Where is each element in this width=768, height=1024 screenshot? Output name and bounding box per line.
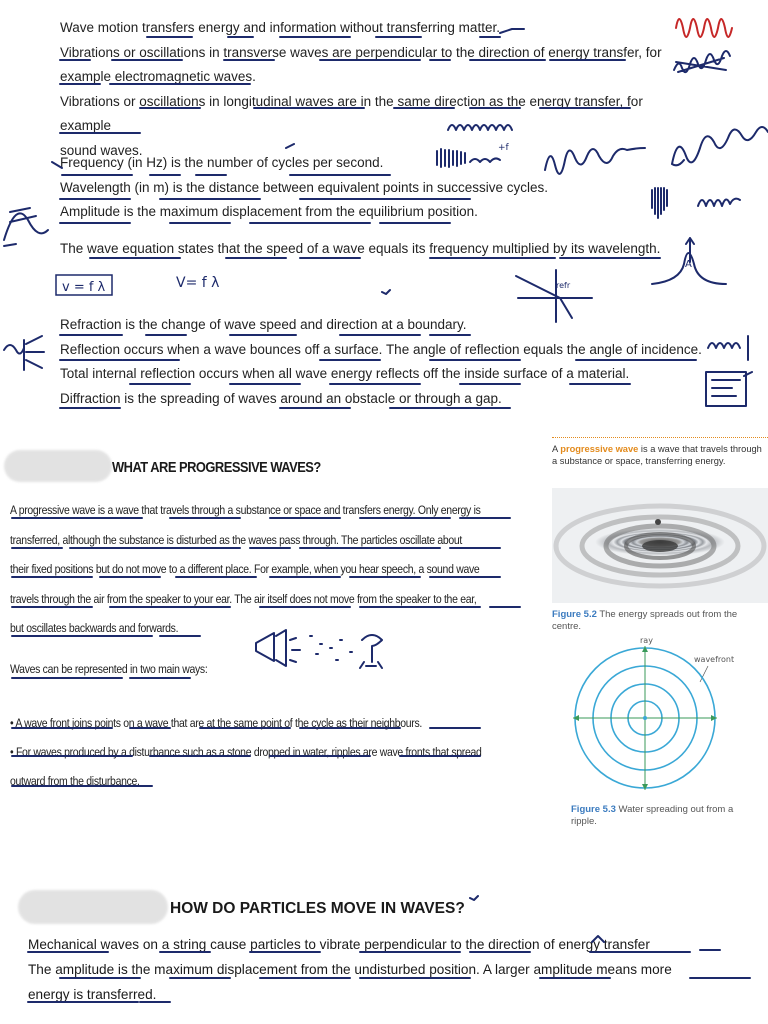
definition-frequency: Frequency (in Hz) is the number of cycles per second. (60, 155, 384, 170)
wavefront-diagram (560, 634, 750, 814)
para-line: travels through the air from the speaker to your ear. The air itself does not move from the speaker to the ear, (10, 591, 477, 606)
refraction-margin-sketch (4, 336, 44, 370)
handwritten-equation: V= f λ (176, 275, 220, 291)
figure-5-2-caption (552, 609, 766, 632)
wave-sketch-loops (672, 127, 768, 165)
ear-sketch (360, 635, 382, 668)
section2-line: Mechanical waves on a string cause particles to vibrate perpendicular to the direction of energy transfer (28, 937, 650, 952)
speaker-sketch (256, 630, 352, 666)
amplitude-margin-sketch (4, 208, 48, 246)
definition-amplitude: Amplitude is the maximum displacement from the equilibrium position. (60, 204, 478, 219)
section1-underlines (12, 518, 520, 786)
handwritten-refr: refr (556, 281, 571, 290)
handwritten-a: A (685, 259, 692, 270)
section2-marks (470, 896, 604, 942)
tick-small (382, 290, 390, 294)
transverse-wave-sketch (674, 51, 730, 72)
def-term: progressive wave (560, 444, 639, 454)
intro-line: Vibrations or oscillations in transverse waves are perpendicular to the direction of energy transfer, for (60, 44, 662, 60)
diagram-wavefront-label: wavefront (694, 655, 735, 664)
behaviour-tir: Total internal reflection occurs when all wave energy reflects off the inside surface of a material. (60, 366, 630, 381)
tick-mark (500, 29, 524, 33)
wave-sketch-right (698, 199, 740, 206)
compressed-wave-sketch (652, 188, 667, 218)
reflection-margin-sketch (708, 336, 748, 360)
fig2-text: The energy spreads out from the centre. (552, 609, 738, 632)
longitudinal-sketch (437, 149, 500, 167)
boxed-equation: v = f λ (62, 280, 106, 295)
represent-line: Waves can be represented in two main ways: (10, 662, 208, 676)
definition-wavelength: Wavelength (in m) is the distance between equivalent points in successive cycles. (60, 179, 548, 195)
section1-annotations (0, 440, 540, 800)
behaviour-diffraction: Diffraction is the spreading of waves around an obstacle or through a gap. (60, 390, 502, 406)
def-rest: is a wave that travels through a substance or space, transferring energy. (552, 444, 762, 466)
red-wave-sketch (676, 19, 732, 37)
sidebar-divider (552, 437, 768, 438)
para-line: their fixed positions but do not move to a different place. For example, when you hear speech, a sound wave (10, 562, 480, 576)
para-line: transferred, although the substance is disturbed as the waves pass through. The particles oscillate about (10, 532, 462, 547)
para-line: but oscillates backwards and forwards. (10, 621, 179, 635)
behaviour-refraction: Refraction is the change of wave speed and direction at a boundary. (60, 317, 467, 332)
section2-heading: HOW DO PARTICLES MOVE IN WAVES? (170, 900, 465, 917)
diffraction-margin-sketch (706, 372, 752, 406)
fig2-label: Figure 5.2 (552, 609, 597, 620)
section2-annotations (0, 880, 768, 1024)
wave-sketch-small (448, 125, 512, 130)
section1-heading: WHAT ARE PROGRESSIVE WAVES? (112, 459, 321, 476)
def-pre: A (552, 444, 561, 454)
intro-line: example electromagnetic waves. (60, 69, 256, 84)
behaviour-reflection: Reflection occurs when a wave bounces off a surface. The angle of reflection equals the angle of incidence. (60, 341, 702, 357)
figure-5-3-caption (571, 804, 741, 827)
section2-line: energy is transferred. (28, 987, 157, 1002)
bullet-wave-front: • A wave front joins points on a wave that are at the same point of the cycle as their neighbours. (10, 716, 423, 730)
bullet-continuation: outward from the disturbance. (10, 774, 140, 788)
handwritten-annotations (0, 0, 768, 440)
refraction-diagram (516, 270, 592, 322)
wave-sketch-medium (545, 148, 645, 174)
bullet-ripples: • For waves produced by a disturbance such as a stone dropped in water, ripples are wave fronts that spread (10, 745, 482, 759)
definition-underlines (60, 175, 470, 223)
intro-line: sound waves. (60, 142, 143, 158)
progressive-wave-definition (552, 444, 762, 467)
water-ripple-photo (552, 488, 768, 603)
wave-equation-text: The wave equation states that the speed of a wave equals its frequency multiplied by its wavelength. (60, 241, 661, 256)
handwritten-tf: +f (498, 143, 509, 153)
ripple-rings (552, 488, 768, 603)
check-mark-frequency (52, 144, 294, 168)
behaviour-underlines (60, 335, 696, 408)
diagram-ray-label: ray (640, 636, 653, 645)
para-line: A progressive wave is a wave that travels through a substance or space and transfers energy. Only energy is (10, 503, 481, 517)
section2-underlines (28, 950, 750, 1002)
fig3-label: Figure 5.3 (571, 804, 616, 815)
underline-strokes (60, 37, 630, 133)
fig3-text: Water spreading out from a ripple. (571, 804, 734, 827)
intro-line: Vibrations or oscillations in longitudinal waves are in the same direction as the energy transfer, for example (60, 93, 643, 133)
intro-line: Wave motion transfers energy and information without transferring matter. (60, 20, 500, 35)
section2-line: The amplitude is the maximum displacement from the undisturbed position. A larger amplitude means more (28, 962, 672, 977)
